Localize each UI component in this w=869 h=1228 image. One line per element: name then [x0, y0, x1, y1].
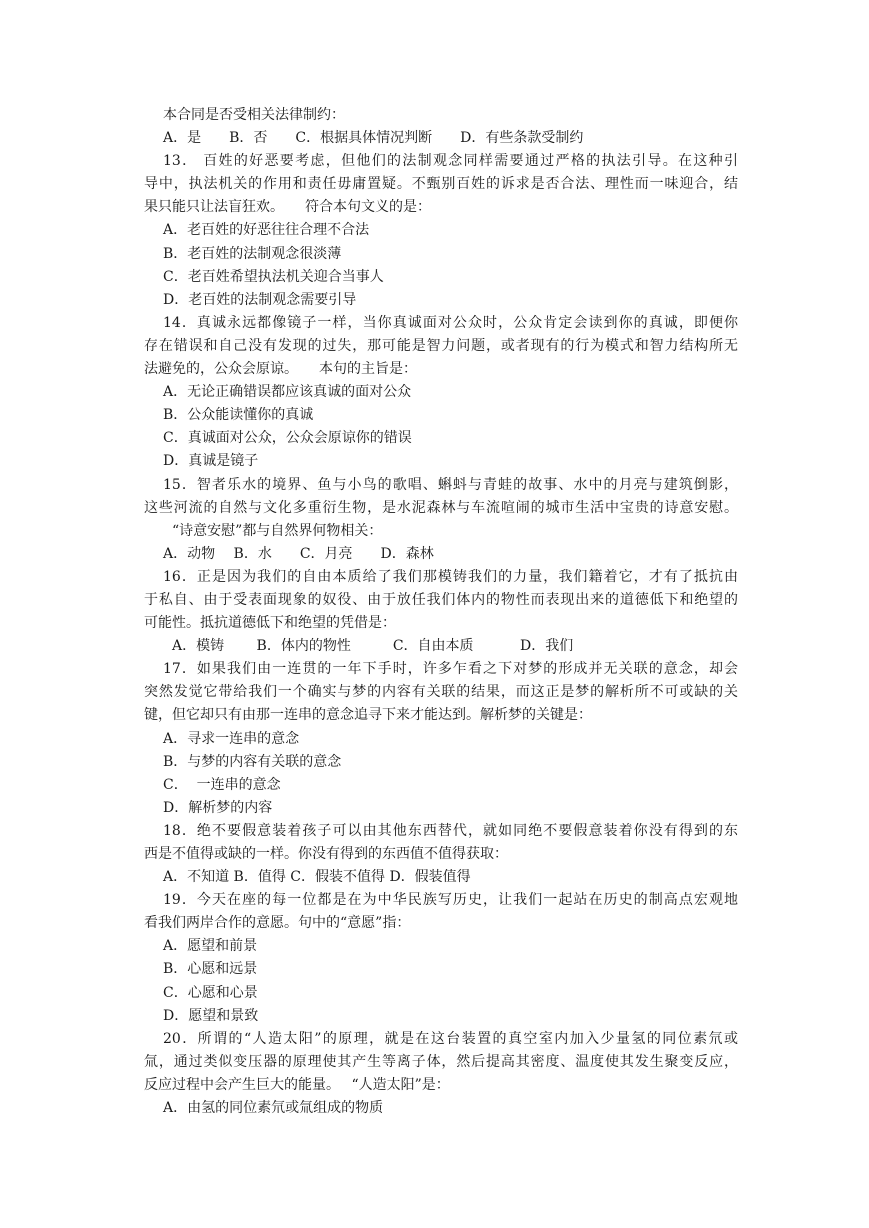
text-line: 可能性。抵抗道德低下和绝望的凭借是： — [144, 615, 396, 632]
text-line: C．老百姓希望执法机关迎合当事人 — [163, 268, 384, 285]
text-line: A．动物 B．水 C．月亮 D．森林 — [163, 545, 434, 562]
text-line: “诗意安慰”都与自然界何物相关： — [172, 522, 383, 539]
question-text-body — [144, 104, 738, 1120]
text-line: A．模铸 B．体内的物性 C．自由本质 D．我们 — [172, 638, 574, 655]
text-line: D．愿望和景致 — [163, 1007, 259, 1024]
text-line: A．是 B．否 C．根据具体情况判断 D．有些条款受制约 — [163, 130, 584, 147]
text-line: D．真诚是镜子 — [163, 453, 259, 470]
text-line: A．愿望和前景 — [163, 938, 258, 955]
text-line: 13． 百姓的好恶要考虑，但他们的法制观念同样需要通过严格的执法引导。在这种引 — [163, 153, 738, 170]
text-line: 14．真诚永远都像镜子一样，当你真诚面对公众时，公众肯定会读到你的真诚，即便你 — [163, 314, 738, 331]
text-line: C．心愿和心景 — [163, 984, 258, 1001]
text-line: 西是不值得或缺的一样。你没有得到的东西值不值得获取： — [144, 846, 508, 862]
text-line: 于私自、由于受表面现象的奴役、由于放任我们体内的物性而表现出来的道德低下和绝望的 — [144, 591, 738, 608]
text-line: 15．智者乐水的境界、鱼与小鸟的歌唱、蝌蚪与青蛙的故事、水中的月亮与建筑倒影， — [163, 476, 738, 493]
text-line: 键，但它却只有由那一连串的意念追寻下来才能达到。解析梦的关键是： — [144, 707, 592, 724]
text-line: 18．绝不要假意装着孩子可以由其他东西替代，就如同绝不要假意装着你没有得到的东 — [163, 822, 738, 839]
text-line: D．老百姓的法制观念需要引导 — [163, 291, 357, 308]
text-line: 本合同是否受相关法律制约： — [163, 107, 345, 123]
text-line: 这些河流的自然与文化多重衍生物，是水泥森林与车流喧闹的城市生活中宝贵的诗意安慰。 — [144, 499, 738, 516]
text-line: 导中，执法机关的作用和责任毋庸置疑。不甄别百姓的诉求是否合法、理性而一味迎合，结 — [144, 176, 738, 193]
text-line: 突然发觉它带给我们一个确实与梦的内容有关联的结果，而这正是梦的解析所不可或缺的关 — [144, 684, 738, 701]
text-line: 果只能只让法盲狂欢。 符合本句文义的是： — [144, 199, 431, 216]
text-line: B．老百姓的法制观念很淡薄 — [163, 245, 342, 262]
text-line: 16．正是因为我们的自由本质给了我们那模铸我们的力量，我们籍着它，才有了抵抗由 — [163, 568, 738, 585]
text-line: 看我们两岸合作的意愿。句中的“意愿”指： — [144, 915, 411, 932]
text-line: 17．如果我们由一连贯的一年下手时，许多乍看之下对梦的形成并无关联的意念，却会 — [163, 661, 738, 678]
text-line: A．不知道 B．值得 C．假装不值得 D．假装值得 — [163, 869, 471, 886]
text-line: 氚，通过类似变压器的原理使其产生等离子体，然后提高其密度、温度使其发生聚变反应， — [144, 1053, 738, 1070]
text-line: B．心愿和远景 — [163, 961, 258, 978]
text-line: A．无论正确错误都应该真诚的面对公众 — [163, 384, 412, 401]
text-line: A．由氢的同位素氘或氚组成的物质 — [163, 1100, 384, 1117]
text-line: B．公众能读懂你的真诚 — [163, 407, 314, 424]
text-line: D．解析梦的内容 — [163, 799, 273, 816]
text-line: 存在错误和自己没有发现的过失，那可能是智力问题，或者现有的行为模式和智力结构所无 — [144, 337, 738, 354]
text-line: 19．今天在座的每一位都是在为中华民族写历史，让我们一起站在历史的制高点宏观地 — [163, 892, 738, 909]
text-line: 20．所谓的“人造太阳”的原理，就是在这台装置的真空室内加入少量氢的同位素氘或 — [163, 1030, 738, 1047]
text-line: B．与梦的内容有关联的意念 — [163, 753, 342, 770]
text-line: A．寻求一连串的意念 — [163, 730, 300, 747]
text-line: A．老百姓的好恶往往合理不合法 — [163, 222, 370, 239]
text-line: 反应过程中会产生巨大的能量。 “人造太阳”是： — [144, 1076, 450, 1093]
text-line: C． 一连串的意念 — [163, 776, 281, 793]
text-line: 法避免的，公众会原谅。 本句的主旨是： — [144, 361, 417, 378]
text-line: C．真诚面对公众，公众会原谅你的错误 — [163, 430, 412, 447]
